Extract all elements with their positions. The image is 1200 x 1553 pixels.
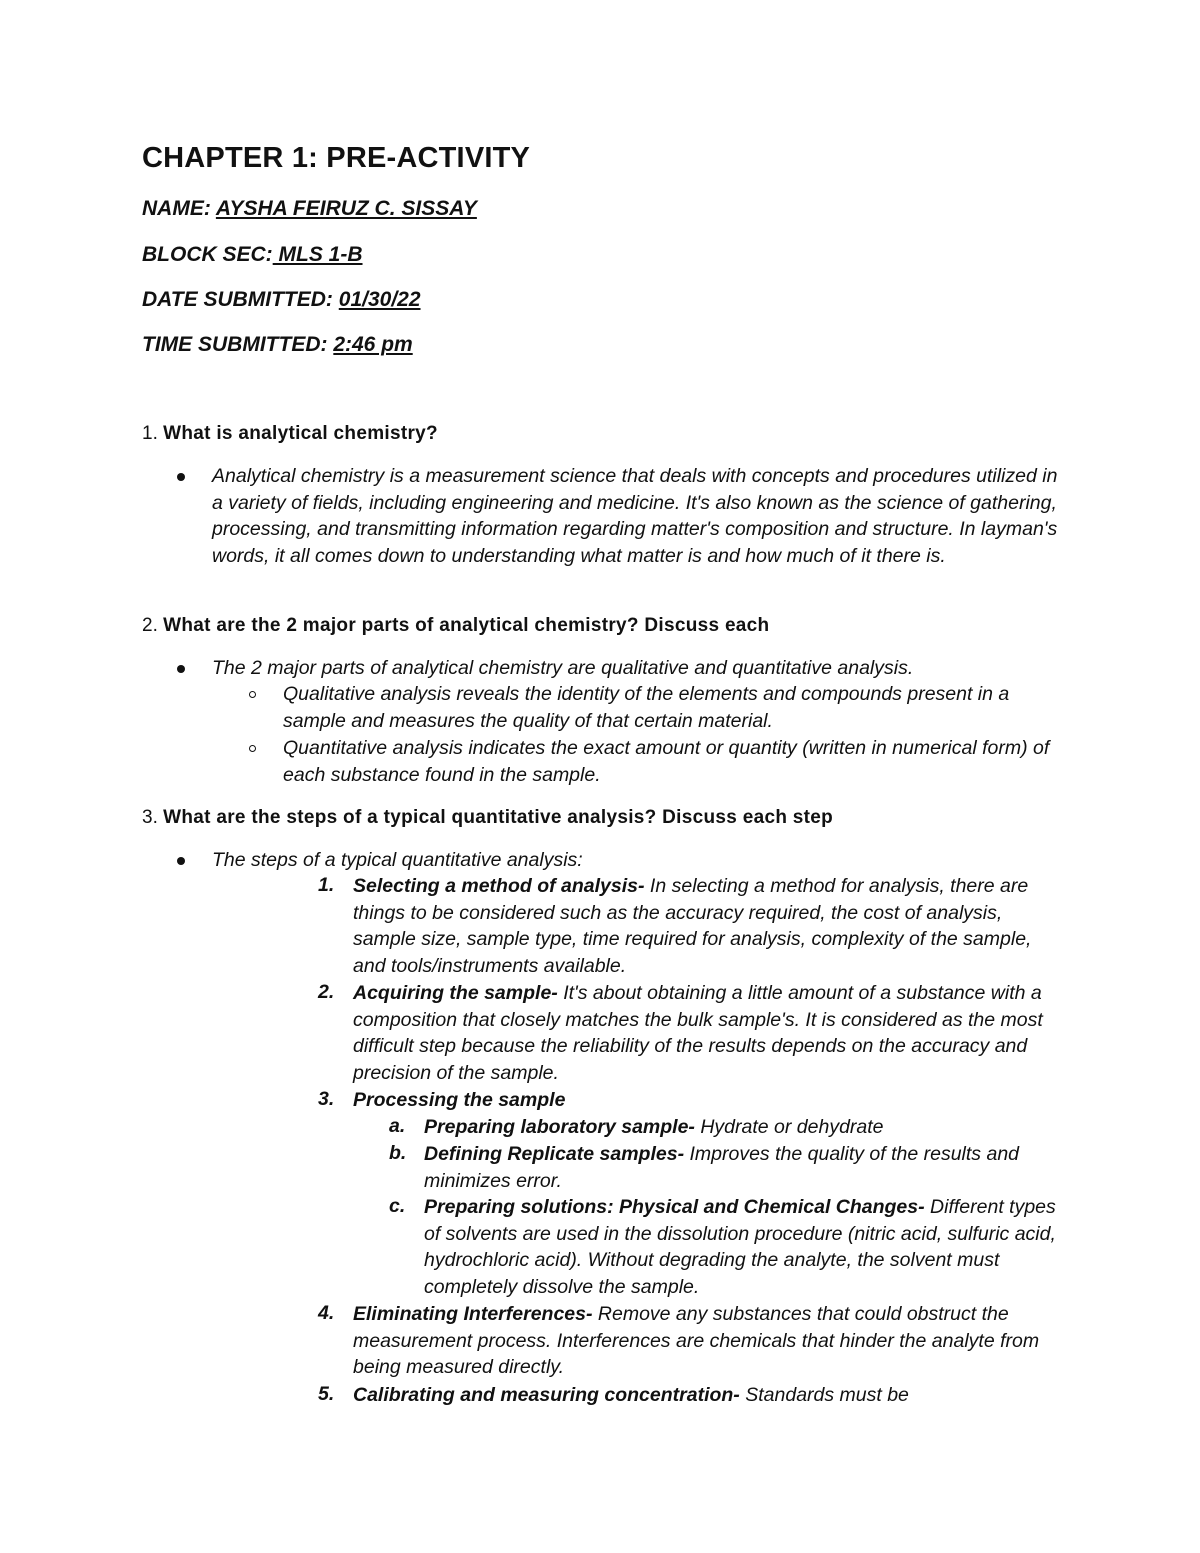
answer-3-intro: The steps of a typical quantitative analysis: bbox=[212, 849, 583, 871]
step-2 bbox=[353, 980, 1063, 1087]
step-heading: Acquiring the sample- bbox=[353, 982, 558, 1004]
step-body: Remove any substances that could obstruct the measurement process. Interferences are chemicals that hinder the analyte from being measured directly. bbox=[353, 1303, 1040, 1379]
question-number: 2. bbox=[142, 615, 158, 636]
page-title: CHAPTER 1: PRE-ACTIVITY bbox=[142, 142, 531, 174]
question-text: What are the steps of a typical quantitative analysis? Discuss each step bbox=[163, 807, 834, 828]
name-value: AYSHA FEIRUZ C. SISSAY bbox=[215, 197, 477, 220]
time-label: TIME SUBMITTED: bbox=[142, 333, 334, 356]
substep-body: Hydrate or dehydrate bbox=[694, 1116, 884, 1138]
question-3 bbox=[142, 807, 833, 829]
substep-b bbox=[424, 1141, 1074, 1194]
substep-heading: Defining Replicate samples- bbox=[424, 1143, 685, 1165]
step-number: 5. bbox=[318, 1383, 335, 1405]
substep-heading: Preparing solutions: Physical and Chemical Changes- bbox=[424, 1196, 925, 1218]
question-number: 1. bbox=[142, 423, 158, 444]
substep-letter: b. bbox=[389, 1142, 407, 1164]
block-line bbox=[142, 243, 363, 267]
circle-bullet-icon bbox=[249, 745, 256, 752]
bullet-icon bbox=[177, 665, 185, 673]
substep-letter: c. bbox=[389, 1195, 406, 1217]
substep-letter: a. bbox=[389, 1115, 406, 1137]
step-number: 4. bbox=[318, 1302, 335, 1324]
time-value: 2:46 pm bbox=[333, 333, 413, 356]
step-heading: Processing the sample bbox=[353, 1089, 566, 1111]
answer-1: Analytical chemistry is a measurement science that deals with concepts and procedures utilized in a variety of fields, including engineering and medicine. It's also known as the science of gathering, processing, and transmitting information regarding matter's composition and structure. In layman's words, it all comes down to understanding what matter is and how much of it there is. bbox=[212, 465, 1058, 568]
answer-2-sub-1: Qualitative analysis reveals the identity of the elements and compounds present in a sample and measures the quality of that certain material. bbox=[283, 683, 1010, 732]
step-4 bbox=[353, 1301, 1063, 1381]
question-number: 3. bbox=[142, 807, 158, 828]
circle-bullet-icon bbox=[249, 691, 256, 698]
answer-2: The 2 major parts of analytical chemistry are qualitative and quantitative analysis. bbox=[212, 657, 914, 679]
time-line bbox=[142, 333, 413, 357]
substep-body: Different types of solvents are used in the dissolution procedure (nitric acid, sulfuric acid, hydrochloric acid). Without degrading the analyte, the solvent must completely dissolve the sample. bbox=[424, 1196, 1056, 1299]
step-body: It's about obtaining a little amount of a substance with a composition that closely matches the bulk sample's. It is considered as the most difficult step because the reliability of the results depends on the accuracy and precision of the sample. bbox=[353, 982, 1043, 1085]
date-value: 01/30/22 bbox=[338, 288, 421, 311]
step-body: Standards must be bbox=[739, 1384, 909, 1406]
step-heading: Selecting a method of analysis- bbox=[353, 875, 645, 897]
substep-c bbox=[424, 1194, 1064, 1301]
substep-heading: Preparing laboratory sample- bbox=[424, 1116, 695, 1138]
step-number: 3. bbox=[318, 1088, 335, 1110]
question-2 bbox=[142, 615, 769, 637]
substep-body: Improves the quality of the results and minimizes error. bbox=[424, 1143, 1020, 1192]
step-3 bbox=[353, 1087, 1063, 1114]
answer-2-sub-2: Quantitative analysis indicates the exact amount or quantity (written in numerical form) of each substance found in the sample. bbox=[283, 737, 1050, 786]
step-body: In selecting a method for analysis, there are things to be considered such as the accuracy required, the cost of analysis, sample size, sample type, time required for analysis, complexity of the sample, and tools/instruments available. bbox=[353, 875, 1032, 978]
step-heading: Eliminating Interferences- bbox=[353, 1303, 593, 1325]
question-1 bbox=[142, 423, 438, 445]
step-1 bbox=[353, 873, 1063, 980]
bullet-icon bbox=[177, 857, 185, 865]
step-number: 1. bbox=[318, 874, 335, 896]
name-line bbox=[142, 197, 477, 221]
date-label: DATE SUBMITTED: bbox=[142, 288, 339, 311]
block-label: BLOCK SEC: bbox=[142, 243, 273, 266]
date-line bbox=[142, 288, 421, 312]
question-text: What are the 2 major parts of analytical chemistry? Discuss each bbox=[163, 615, 770, 636]
name-label: NAME: bbox=[142, 197, 216, 220]
step-heading: Calibrating and measuring concentration- bbox=[353, 1384, 740, 1406]
substep-a bbox=[424, 1114, 1074, 1141]
step-number: 2. bbox=[318, 981, 335, 1003]
block-value: MLS 1-B bbox=[272, 243, 363, 266]
question-text: What is analytical chemistry? bbox=[163, 423, 438, 444]
bullet-icon bbox=[177, 473, 185, 481]
step-5 bbox=[353, 1382, 1063, 1409]
